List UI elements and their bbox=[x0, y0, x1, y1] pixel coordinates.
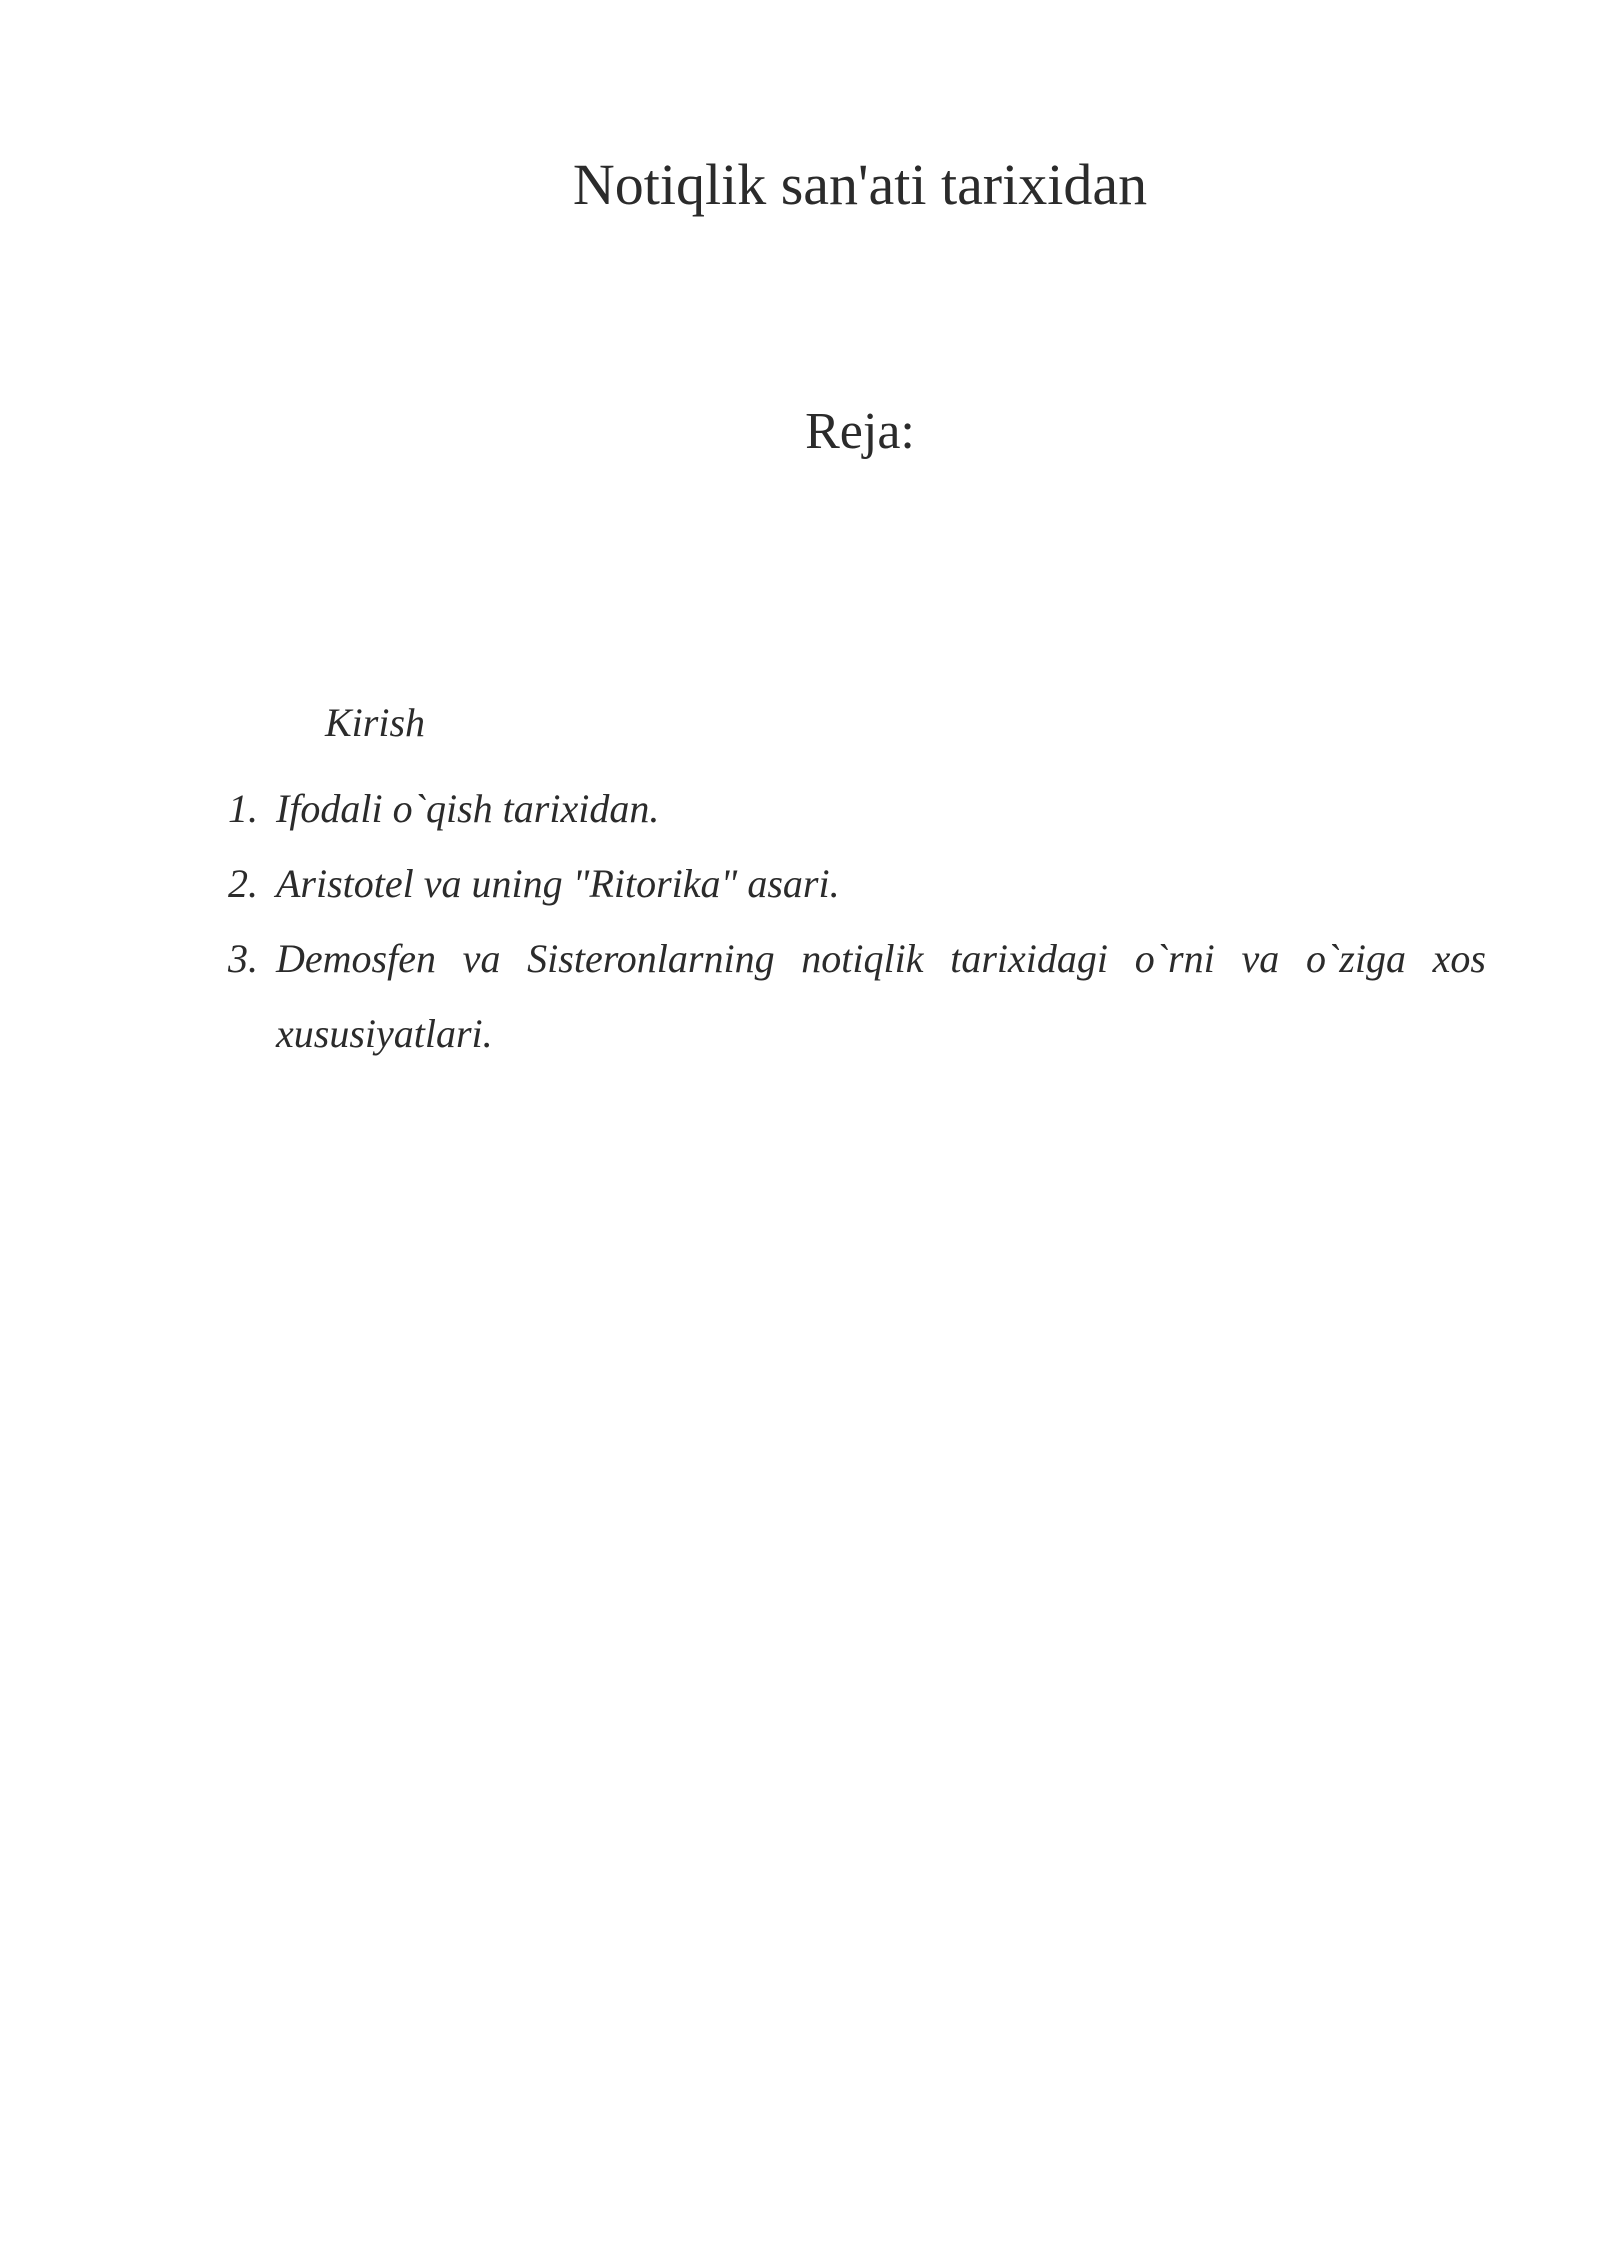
plan-item-2 bbox=[228, 846, 1486, 921]
plan-list bbox=[228, 771, 1486, 1071]
plan-item-text: Ifodali o`qish tarixidan. bbox=[276, 786, 660, 831]
plan-item-number: 3. bbox=[228, 936, 258, 981]
plan-item-text: Demosfen va Sisteronlarning notiqlik tarixidagi o`rni va o`ziga xos xususiyatlari. bbox=[276, 936, 1486, 1056]
plan-item-number: 1. bbox=[228, 786, 258, 831]
plan-item-text: Aristotel va uning "Ritorika" asari. bbox=[276, 861, 840, 906]
plan-item-1 bbox=[228, 771, 1486, 846]
plan-intro: Kirish bbox=[325, 700, 426, 745]
document-title: Notiqlik san'ati tarixidan bbox=[572, 152, 1148, 217]
plan-heading: Reja: bbox=[805, 403, 915, 460]
plan-item-number: 2. bbox=[228, 861, 258, 906]
plan-item-3 bbox=[228, 921, 1486, 1071]
